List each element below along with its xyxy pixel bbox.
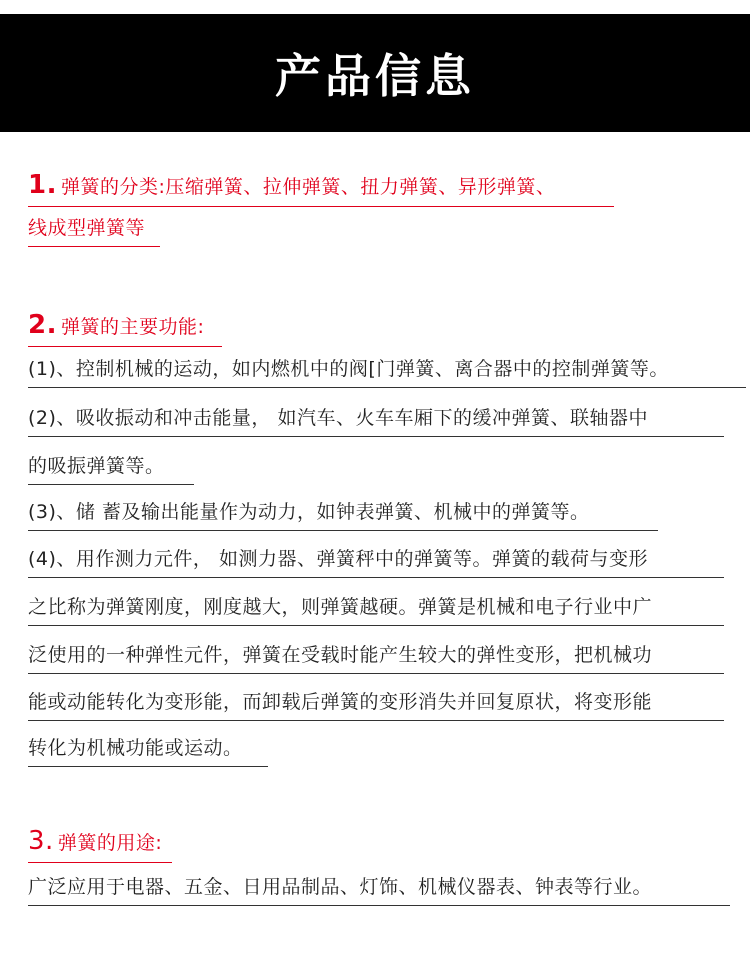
section-1-line-2: 线成型弹簧等 bbox=[28, 213, 160, 247]
section-2-line-4: (3)、储 蓄及输出能量作为动力，如钟表弹簧、机械中的弹簧等。 bbox=[28, 497, 658, 531]
section-1-line-1 bbox=[28, 170, 614, 207]
header-banner bbox=[0, 14, 750, 132]
section-2-number: 2. bbox=[28, 310, 57, 340]
section-2-line-2: (2)、吸收振动和冲击能量， 如汽车、火车车厢下的缓冲弹簧、联轴器中 bbox=[28, 403, 724, 437]
section-2-line-1: (1)、控制机械的运动，如内燃机中的阀[门弹簧、离合器中的控制弹簧等。 bbox=[28, 354, 746, 388]
section-2-line-3: 的吸振弹簧等。 bbox=[28, 451, 194, 485]
section-1-number: 1. bbox=[28, 170, 57, 200]
section-3-heading: 3. 弹簧的用途: bbox=[28, 826, 172, 863]
section-2-line-5: (4)、用作测力元件， 如测力器、弹簧秤中的弹簧等。弹簧的载荷与变形 bbox=[28, 544, 724, 578]
section-2-line-6: 之比称为弹簧刚度，刚度越大，则弹簧越硬。弹簧是机械和电子行业中广 bbox=[28, 592, 724, 626]
section-2-line-9: 转化为机械功能或运动。 bbox=[28, 733, 268, 767]
section-2-heading: 2. 弹簧的主要功能: bbox=[28, 310, 222, 347]
section-2-line-7: 泛使用的一种弹性元件，弹簧在受载时能产生较大的弹性变形，把机械功 bbox=[28, 640, 724, 674]
section-3-number: 3. bbox=[28, 826, 54, 856]
page-title: 产品信息 bbox=[275, 49, 475, 103]
section-1-text: 弹簧的分类:压缩弹簧、拉伸弹簧、扭力弹簧、异形弹簧、 bbox=[60, 176, 556, 198]
section-2-line-8: 能或动能转化为变形能，而卸载后弹簧的变形消失并回复原状，将变形能 bbox=[28, 687, 724, 721]
section-3-line-1: 广泛应用于电器、五金、日用品制品、灯饰、机械仪器表、钟表等行业。 bbox=[28, 872, 730, 906]
